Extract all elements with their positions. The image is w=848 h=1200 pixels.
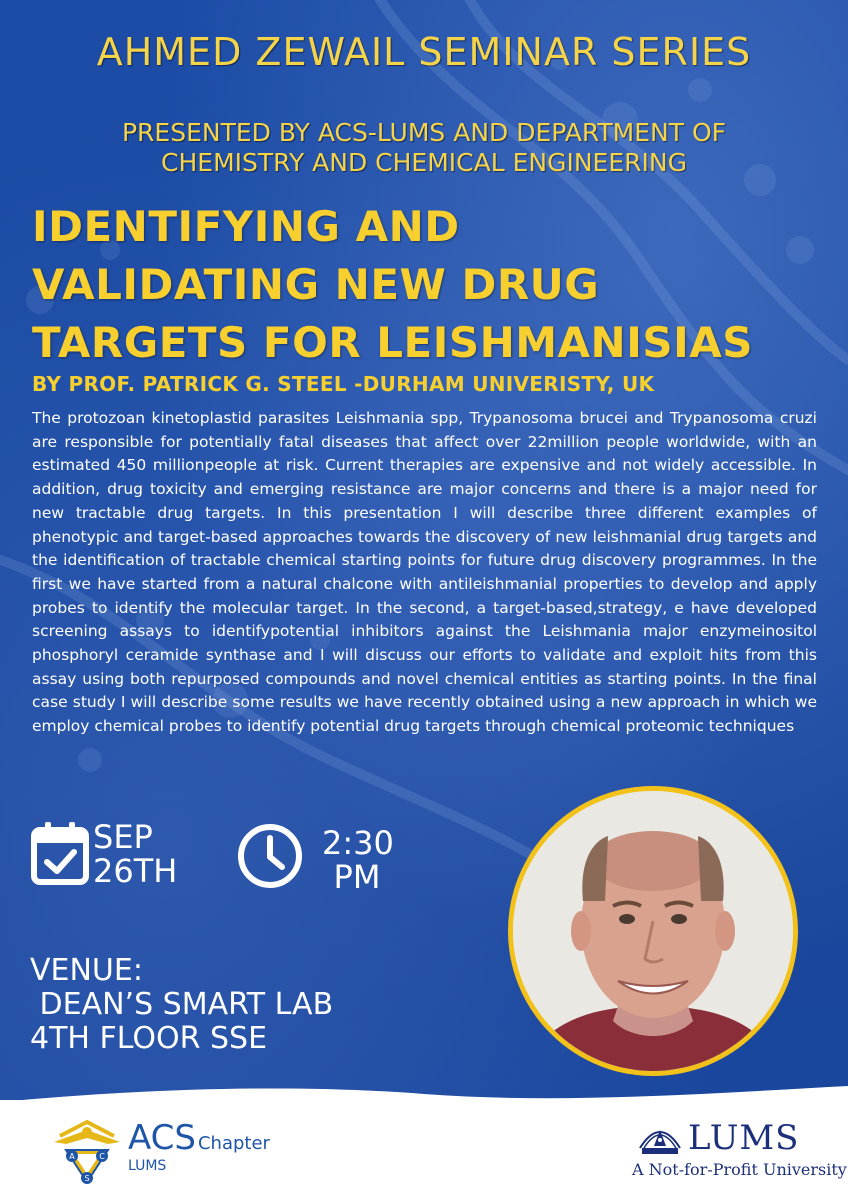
presented-by [40,118,808,178]
speaker-photo [508,786,798,1076]
acs-eagle-logo [52,1116,122,1186]
acs-label: ACS [128,1118,196,1158]
speaker-portrait-illustration [513,791,793,1071]
lums-tagline: A Not-for-Profit University [632,1160,847,1179]
abstract-text: The protozoan kinetoplastid parasites Leishmania spp, Trypanosoma brucei and Trypanosoma cruzi are responsible for potentially fatal diseases that affect over 22million people worldwide, with an estimated 450 millionpeople at risk. Current therapies are expensive and not widely accessible. In addition, drug toxicity and emerging resistance are major concerns and there is a major need for new tractable drug targets. In this presentation I will describe three different examples of phenotypic and target-based approaches towards the discovery of new leishmanial drug targets and the identification of tractable chemical starting points for future drug discovery programmes. In the first we have started from a natural chalcone with antileishmanial properties to develop and apply probes to identify the molecular target. In the second, a target-based,strategy, e have developed screening assays to identifypotential inhibitors against the Leishmania major enzymeinositol phosphoryl ceramide synthase and I will discuss our efforts to validate and exploit hits from this assay using both repurposed compounds and novel chemical entities as starting points. In the final case study I will describe some results we have recently obtained using a new approach in which we employ chemical probes to identify potential drug targets through chemical proteomic techniques [32,409,817,736]
event-time-value: 2:30 [322,824,394,862]
acs-sub-label: LUMS [128,1158,167,1174]
svg-text:C: C [99,1152,105,1161]
presented-by-line-2: CHEMISTRY AND CHEMICAL ENGINEERING [161,148,687,177]
venue-label: VENUE: [30,953,143,988]
event-time [322,826,392,894]
svg-text:S: S [84,1174,90,1183]
svg-text:A: A [69,1152,75,1161]
venue-floor: 4TH FLOOR SSE [30,1021,268,1056]
clock-icon [236,822,304,890]
event-date-month: SEP [93,818,153,856]
event-time-period: PM [333,858,381,896]
acs-chapter-name [128,1118,270,1158]
lums-name: LUMS [688,1118,800,1158]
calendar-check-icon [30,820,90,886]
presented-by-line-1: PRESENTED BY ACS-LUMS AND DEPARTMENT OF [121,118,727,147]
talk-title-line-3: TARGETS FOR LEISHMANISIAS [32,318,753,367]
lums-crest-logo [636,1118,684,1158]
talk-title-line-1: IDENTIFYING AND [32,202,460,251]
venue-room: DEAN’S SMART LAB [30,987,334,1022]
event-date-day: 26TH [93,852,178,890]
speaker-line: BY PROF. PATRICK G. STEEL -DURHAM UNIVERISTY, UK [32,372,655,396]
series-title: AHMED ZEWAIL SEMINAR SERIES [96,30,752,74]
event-date [93,820,177,888]
venue [30,954,333,1056]
acs-chapter-label: Chapter [197,1133,270,1154]
talk-title [32,198,832,372]
talk-title-line-2: VALIDATING NEW DRUG [32,260,600,309]
